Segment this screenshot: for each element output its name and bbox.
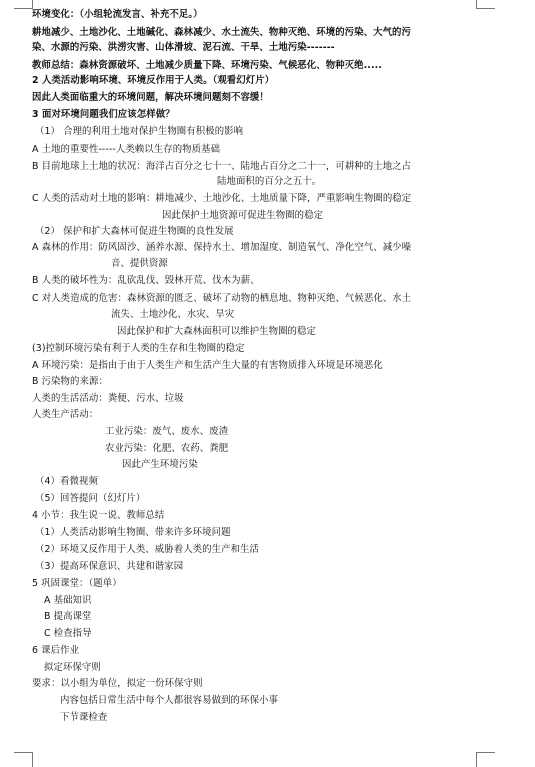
- text-line: 工业污染：废气、废水、废渣: [105, 426, 229, 437]
- text-line: (3)控制环境污染有利于人类的生存和生物圈的稳定: [32, 343, 245, 354]
- crop-mark-bottom-left: [14, 752, 33, 767]
- text-line: 人类的生活活动：粪便、污水、垃圾: [32, 393, 184, 404]
- text-line: B 提高课堂: [44, 611, 92, 622]
- text-line: 农业污染：化肥、农药、粪肥: [105, 443, 229, 454]
- crop-mark-bottom-right: [476, 752, 495, 767]
- text-line: 下节课检查: [60, 712, 108, 723]
- text-line: 3 面对环境问题我们应该怎样做？: [32, 109, 175, 120]
- text-line: C 检查指导: [44, 628, 92, 639]
- text-line: 2 人类活动影响环境、环境反作用于人类。（观看幻灯片）: [32, 75, 275, 86]
- text-line: 音、提供资源: [111, 258, 168, 269]
- crop-mark-top-left: [14, 0, 33, 9]
- text-line: （5）回答提问（幻灯片）: [35, 493, 146, 504]
- crop-mark-top-right: [476, 0, 495, 9]
- text-line: 4 小节：我生说一说、教师总结: [32, 510, 165, 521]
- text-line: 因此产生环境污染: [122, 459, 198, 470]
- text-line: （4）看微视频: [35, 476, 98, 487]
- text-line: A 基础知识: [44, 595, 92, 606]
- text-line: B 目前地球上土地的状况：海洋占百分之七十一、陆地占百分之二十一，可耕种的土地之占: [32, 161, 412, 172]
- text-line: C 对人类造成的危害：森林资源的匮乏、破坏了动物的栖息地、物种灭绝、气候恶化、水土: [32, 293, 412, 304]
- text-line: 流失、土地沙化、水灾、旱灾: [111, 309, 235, 320]
- text-line: A 森林的作用：防风固沙、涵养水源、保持水土、增加湿度、制造氧气、净化空气、减少噪: [32, 242, 412, 253]
- text-line: 拟定环保守则: [44, 662, 101, 673]
- text-line: （1）人类活动影响生物圈、带来许多环境问题: [35, 527, 231, 538]
- text-line: B 污染物的来源：: [32, 376, 108, 387]
- text-line: 要求：以小组为单位，拟定一份环保守则: [32, 678, 203, 689]
- text-line: （2） 保护和扩大森林可促进生物圈的良性发展: [35, 226, 234, 237]
- text-line: 陆地面积的百分之五十。: [217, 176, 322, 187]
- text-line: 因此人类面临重大的环境问题，解决环境问题刻不容缓！: [32, 92, 269, 103]
- text-line: 因此保护土地资源可促进生物圈的稳定: [162, 210, 324, 221]
- text-line: 教师总结：森林资源破坏、土地减少质量下降、环境污染、气候恶化、物种灭绝.....: [32, 60, 382, 71]
- text-line: 因此保护和扩大森林面积可以维护生物圈的稳定: [117, 326, 316, 337]
- text-line: 耕地减少、土地沙化、土地碱化、森林减少、水土流失、物种灭绝、环境的污染、大气的污: [32, 27, 412, 38]
- text-line: 6 课后作业: [32, 645, 80, 656]
- text-line: （2）环境又反作用于人类、威胁着人类的生产和生活: [35, 544, 259, 555]
- text-line: 染、水源的污染、洪涝灾害、山体滑坡、泥石流、干旱、土地污染-------: [32, 42, 335, 53]
- text-line: B 人类的破坏性为：乱砍乱伐、毁林开荒、伐木为薪、: [32, 275, 260, 286]
- text-line: 内容包括日常生活中每个人都很容易做到的环保小事: [60, 695, 278, 706]
- text-line: （1） 合理的利用土地对保护生物圈有积极的影响: [35, 126, 244, 137]
- text-line: C 人类的活动对土地的影响：耕地减少、土地沙化、土地质量下降，严重影响生物圈的稳定: [32, 193, 412, 204]
- text-line: 5 巩固课堂：（题单）: [32, 578, 122, 589]
- text-line: 环境变化：（小组轮流发言、补充不足。）: [32, 9, 203, 20]
- text-line: A 环境污染：是指由于由于人类生产和生活产生大量的有害物质排入环境是环境恶化: [32, 360, 383, 371]
- text-line: （3）提高环保意识、共建和谐家园: [35, 561, 184, 572]
- text-line: 人类生产活动：: [32, 409, 99, 420]
- text-line: A 土地的重要性-----人类赖以生存的物质基础: [32, 144, 221, 155]
